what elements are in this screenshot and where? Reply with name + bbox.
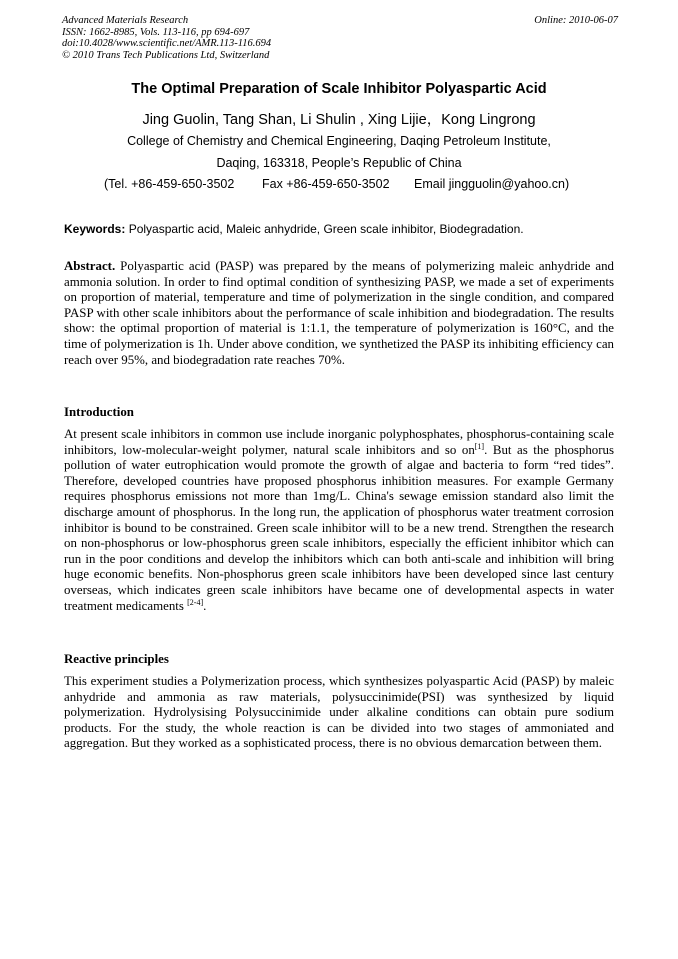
affiliation-line-1: College of Chemistry and Chemical Engineering, Daqing Petroleum Institute, bbox=[127, 134, 551, 148]
copyright-line: © 2010 Trans Tech Publications Ltd, Switzerland bbox=[62, 49, 270, 61]
introduction-heading: Introduction bbox=[64, 405, 134, 419]
keywords-label: Keywords: bbox=[64, 222, 126, 236]
author-list: Jing Guolin, Tang Shan, Li Shulin , Xing Lijie，Kong Lingrong bbox=[142, 112, 536, 128]
journal-name: Advanced Materials Research bbox=[62, 15, 189, 26]
doi-line: doi:10.4028/www.scientific.net/AMR.113-116.694 bbox=[62, 38, 272, 49]
introduction-body bbox=[64, 427, 614, 614]
contact-fax: Fax +86-459-650-3502 bbox=[262, 177, 390, 191]
reactive-principles-body: This experiment studies a Polymerization process, which synthesizes polyaspartic Acid (PASP) by maleic anhydride and ammonia as raw materials, polysuccinimide(PSI) was synthesized by liquid polymerization. Hydrolysising Polysuccinimide under alkaline conditions can obtain pure sodium products. For the study, the whole reaction is can be divided into two stages of ammoniated and aggregation. But they worked as a sophisticated process, there is no obvious demarcation between them. bbox=[64, 674, 614, 751]
citation-ref-2-4: [2-4] bbox=[187, 597, 204, 607]
citation-ref-1: [1] bbox=[474, 441, 485, 451]
contact-line bbox=[104, 177, 604, 191]
contact-email: Email jingguolin@yahoo.cn) bbox=[414, 177, 570, 191]
abstract-label: Abstract. bbox=[64, 259, 116, 273]
introduction-text-b: . But as the phosphorus pollution of water eutrophication would promote the growth of algae and bacteria to form “red tides”. Therefore, developed countries have proposed phosphorus inhibition measures. For example Germany requires phosphorus emissions not more than 1mg/L. China's sewage emission standard also limit the discharge amount of phosphorus. In the long run, the application of phosphorus water treatment corrosion inhibitor is bound to be constrained. Green scale inhibitor will to be a new trend. Strengthen the research on non-phosphorus or low-phosphorus green scale inhibitors, especially the efficient inhibitor which can run in the poor conditions and develop the inhibitors which can both anti-scale and inhibition will bring huge economic benefits. Non-phosphorus green scale inhibitors have been developed since last century overseas, which indicates green scale inhibitors have became one of developmental aspects in water treatment medicaments bbox=[64, 442, 614, 613]
contact-tel: (Tel. +86-459-650-3502 bbox=[104, 177, 235, 191]
abstract-text: Polyaspartic acid (PASP) was prepared by the means of polymerizing maleic anhydride and ammonia solution. In order to find optimal condition of synthesizing PASP, we made a set of experiments on proportion of material, temperature and time of polymerization in the single condition, and compared PASP with other scale inhibitors about the performance of scale inhibition and biodegradation. The results show: the optimal proportion of material is 1:1.1, the temperature of polymerization is 160°C, and the time of polymerization is 1h. Under above condition, we synthetized the PASP its inhibiting efficiency can reach over 95%, and biodegradation rate reaches 70%. bbox=[64, 259, 614, 367]
journal-header bbox=[62, 15, 618, 61]
keywords bbox=[64, 222, 620, 236]
introduction-text-c: . bbox=[203, 598, 207, 613]
keywords-text: Polyaspartic acid, Maleic anhydride, Green scale inhibitor, Biodegradation. bbox=[125, 222, 524, 236]
introduction-text-a: At present scale inhibitors in common use include inorganic polyphosphates, phosphorus-containing scale inhibitors, low-molecular-weight polymer, natural scale inhibitors and so on bbox=[64, 427, 614, 457]
reactive-principles-heading: Reactive principles bbox=[64, 652, 169, 666]
online-date: Online: 2010-06-07 bbox=[534, 15, 618, 26]
issn-line: ISSN: 1662-8985, Vols. 113-116, pp 694-697 bbox=[62, 26, 250, 38]
abstract bbox=[64, 259, 614, 368]
affiliation-line-2: Daqing, 163318, People’s Republic of China bbox=[216, 156, 462, 170]
paper-title: The Optimal Preparation of Scale Inhibitor Polyaspartic Acid bbox=[131, 81, 547, 97]
